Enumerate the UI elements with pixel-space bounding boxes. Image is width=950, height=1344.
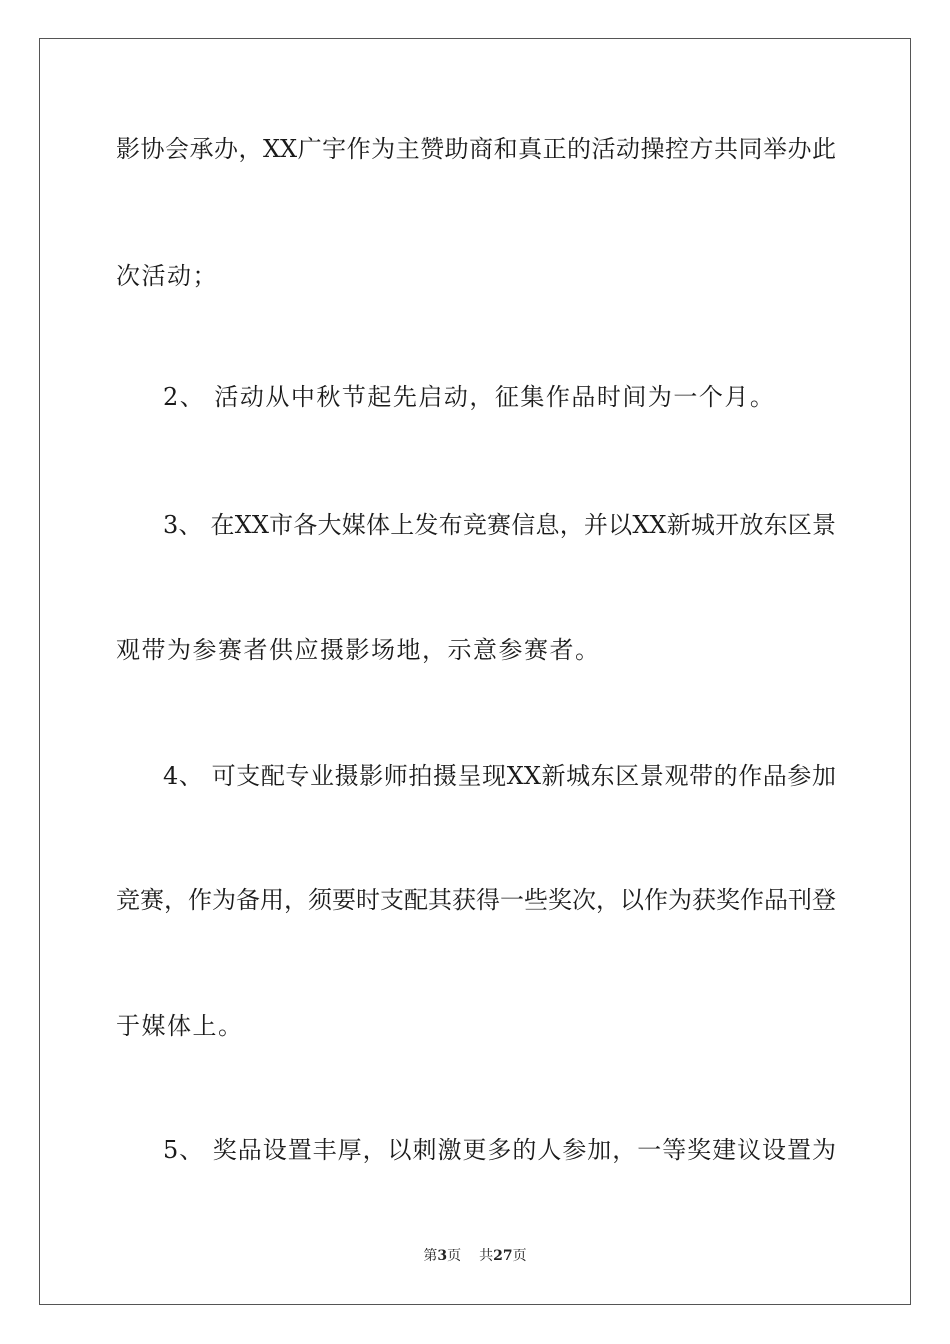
page-number-prefix: 第 xyxy=(423,1248,438,1264)
list-item-3-line-2: 观带为参赛者供应摄影场地，示意参赛者。 xyxy=(116,636,601,664)
paragraph-line-1: 影协会承办，XX广宇作为主赞助商和真正的活动操控方共同举办此 xyxy=(116,135,836,163)
list-item-4-line-1: 4、 可支配专业摄影师拍摄呈现XX新城东区景观带的作品参加 xyxy=(163,762,836,790)
page-number-suffix: 页 xyxy=(447,1248,462,1264)
page-total-suffix: 页 xyxy=(512,1248,527,1264)
list-item-4-line-3: 于媒体上。 xyxy=(116,1012,244,1040)
list-item-5-line-1: 5、 奖品设置丰厚，以刺激更多的人参加，一等奖建议设置为 xyxy=(163,1136,836,1164)
page-total-count: 27 xyxy=(493,1248,513,1264)
list-item-2-line: 2、 活动从中秋节起先启动，征集作品时间为一个月。 xyxy=(163,383,776,411)
page-footer xyxy=(0,1247,950,1265)
list-item-4-line-2: 竞赛，作为备用，须要时支配其获得一些奖次，以作为获奖作品刊登 xyxy=(116,886,836,914)
paragraph-line-2: 次活动； xyxy=(116,262,218,290)
page-total-prefix: 共 xyxy=(479,1248,494,1264)
page-border xyxy=(39,38,911,1305)
list-item-3-line-1: 3、 在XX市各大媒体上发布竞赛信息，并以XX新城开放东区景 xyxy=(163,511,836,539)
page-number-current: 3 xyxy=(437,1248,448,1264)
